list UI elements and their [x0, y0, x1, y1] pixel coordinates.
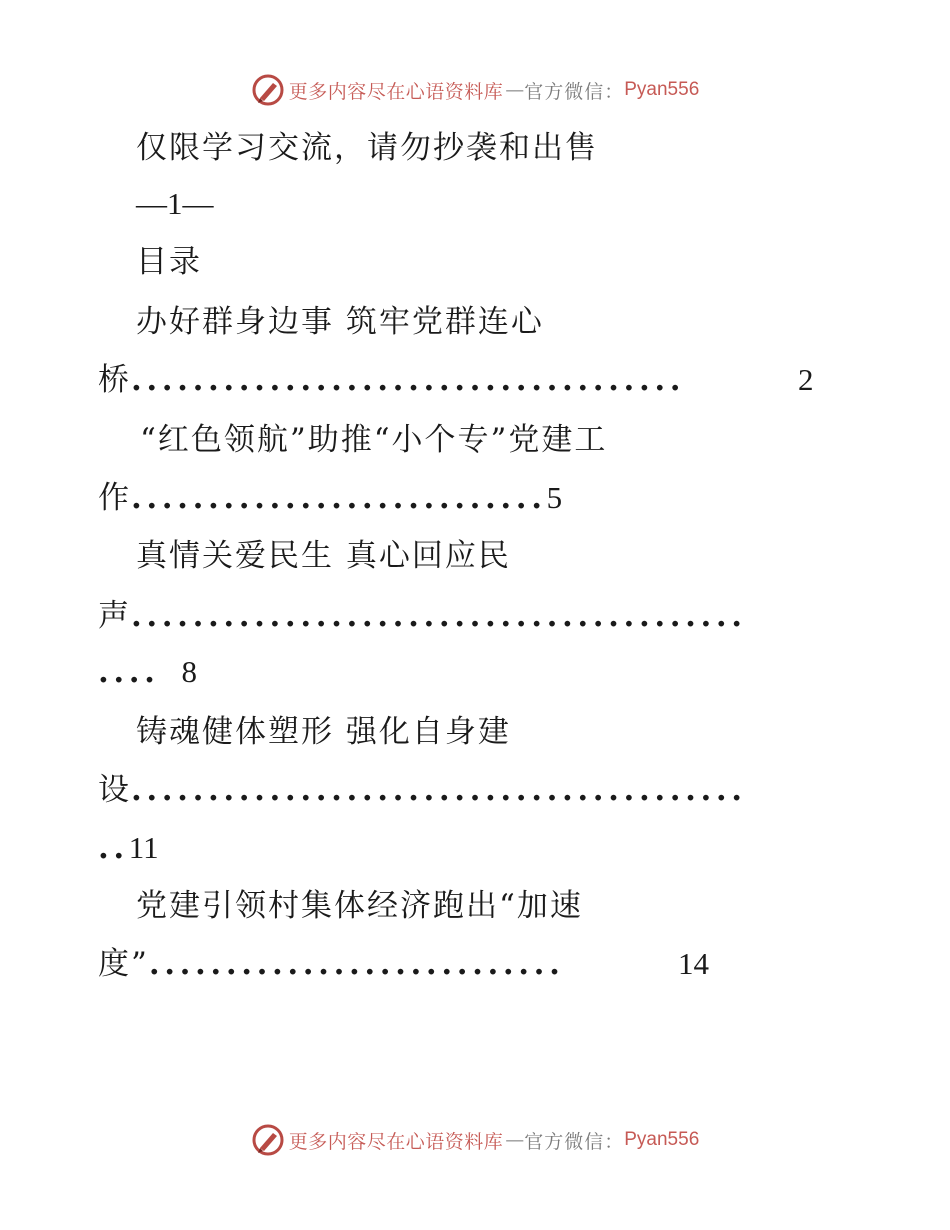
- toc-entry-title: 真情关爱民生 真心回应民: [136, 538, 511, 574]
- toc-entry-line-cont: [98, 652, 197, 692]
- toc-entry-line: [98, 770, 747, 810]
- toc-entry-title: 党建引领村集体经济跑出“加速: [136, 888, 583, 924]
- watermark-wechat-id: Pyan556: [624, 1129, 700, 1150]
- toc-leader-dots: ........................................: [131, 598, 747, 634]
- toc-entry-page: 14: [678, 946, 709, 981]
- toc-entry-line: [98, 944, 564, 984]
- toc-leader-dots: ..: [98, 830, 129, 866]
- toc-entry-title-end: 声: [98, 598, 131, 634]
- watermark-wechat-label: 官方微信：: [524, 80, 625, 103]
- toc-leader-dots: ....................................: [131, 362, 686, 398]
- watermark-dash: —: [505, 1129, 523, 1151]
- watermark-dash: —: [505, 79, 523, 101]
- toc-entry-page: 5: [546, 480, 563, 515]
- toc-leader-dots: ........................................: [131, 772, 747, 808]
- toc-leader-dots: ...........................: [148, 946, 565, 982]
- page-number: —1—: [136, 186, 214, 221]
- toc-entry-title-end: 桥: [98, 362, 131, 398]
- toc-leader-dots: ...........................: [131, 480, 547, 516]
- toc-entry-title-end: 度”: [98, 946, 149, 982]
- toc-entry-line: [98, 478, 562, 518]
- watermark-wechat-label: 官方微信：: [524, 1130, 625, 1153]
- toc-entry-title: 铸魂健体塑形 强化自身建: [136, 714, 511, 750]
- pen-logo-icon: [251, 1123, 285, 1157]
- toc-entry-title-end: 作: [98, 480, 131, 516]
- toc-entry-title: “红色领航”助推“小个专”党建工: [140, 422, 608, 458]
- toc-entry-page: 11: [128, 830, 159, 865]
- watermark-text: 更多内容尽在心语资料库: [288, 80, 504, 103]
- toc-entry-line: [98, 596, 747, 636]
- watermark-wechat-id: Pyan556: [624, 79, 700, 100]
- toc-leader-dots: ....: [98, 654, 160, 690]
- toc-title: 目录: [136, 244, 202, 280]
- toc-entry-line-cont: [98, 828, 159, 868]
- pen-logo-icon: [251, 73, 285, 107]
- toc-entry-page: 8: [181, 654, 197, 689]
- toc-entry-page: 2: [798, 362, 814, 397]
- watermark-header: [0, 72, 950, 108]
- toc-entry-title-end: 设: [98, 772, 131, 808]
- notice-text: 仅限学习交流，请勿抄袭和出售: [136, 130, 598, 166]
- toc-entry-line: [98, 360, 685, 400]
- watermark-text: 更多内容尽在心语资料库: [288, 1130, 504, 1153]
- watermark-footer: [0, 1122, 950, 1158]
- toc-entry-title: 办好群身边事 筑牢党群连心: [136, 304, 544, 340]
